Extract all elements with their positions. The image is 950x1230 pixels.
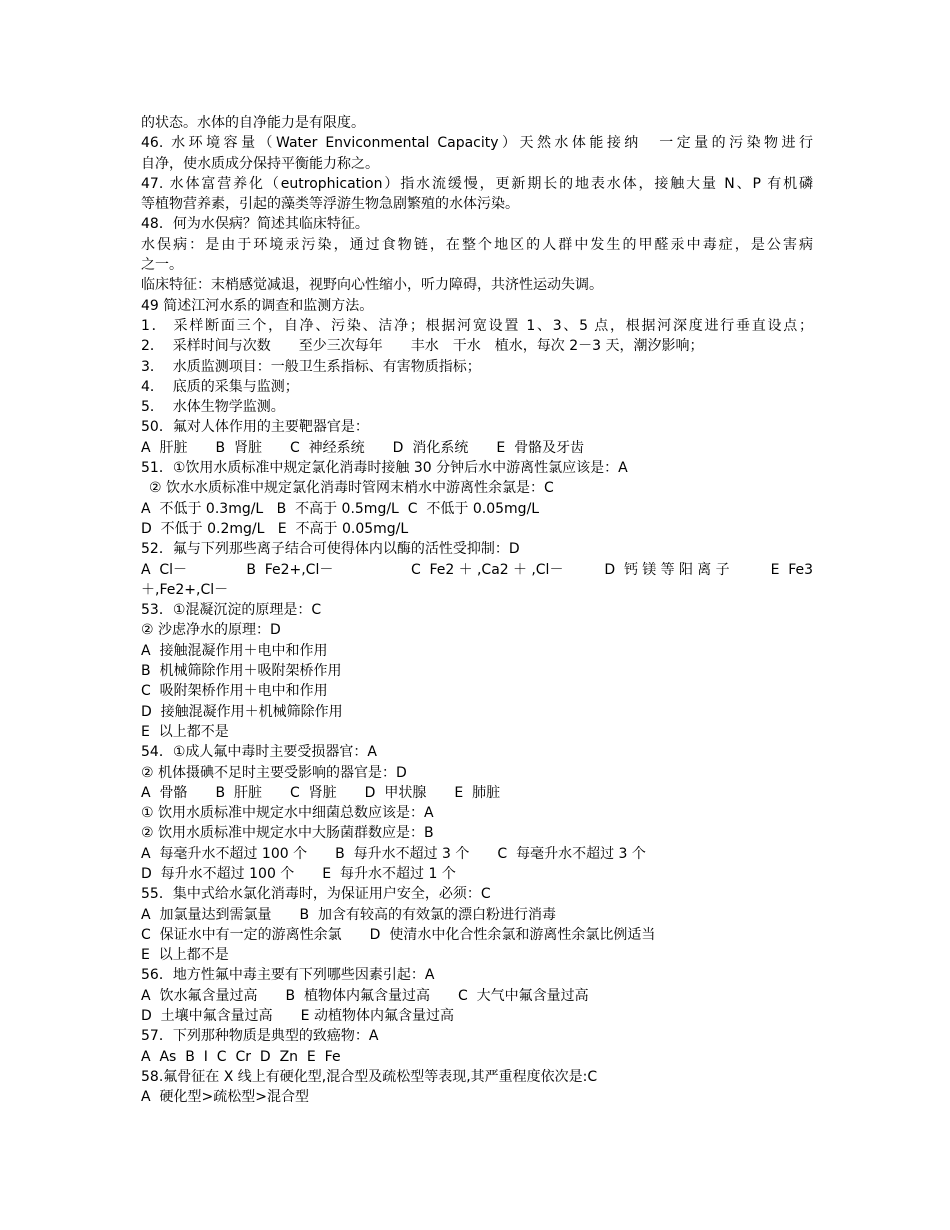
text-line: 54．①成人氟中毒时主要受损器官：A [141,744,377,761]
text-line: 自净，使水质成分保持平衡能力称之。 [141,155,379,172]
text-line: B 机械筛除作用＋吸附架桥作用 [141,663,342,680]
text-line: 51．①饮用水质标准中规定氯化消毒时接触 30 分钟后水中游离性氯应该是：A [141,460,628,477]
text-line: D 每升水不超过 100 个 E 每升水不超过 1 个 [141,865,456,882]
text-line: C 保证水中有一定的游离性余氯 D 使清水中化合性余氯和游离性余氯比例适当 [141,926,656,943]
text-line: D 土壤中氟含量过高 E 动植物体内氟含量过高 [141,1008,454,1025]
document-page [141,113,813,1108]
text-line: 50．氟对人体作用的主要靶器官是： [141,419,369,436]
text-line: ② 机体摄碘不足时主要受影响的器官是：D [141,764,407,781]
text-line: 水俣病：是由于环境汞污染，通过食物链，在整个地区的人群中发生的甲醛汞中毒症，是公害病 [141,236,813,253]
text-line: ① 饮用水质标准中规定水中细菌总数应该是：A [141,805,434,822]
text-line: 1． 采样断面三个，自净、污染、洁净；根据河宽设置 1、3、5 点，根据河深度进行垂直设点； [141,317,813,334]
text-line: 47. 水体富营养化（eutrophication）指水流缓慢，更新期长的地表水体，接触大量 N、P 有机磷 [141,175,813,192]
text-line: 3． 水质监测项目：一般卫生系指标、有害物质指标； [141,358,481,375]
text-line: A 饮水氟含量过高 B 植物体内氟含量过高 C 大气中氟含量过高 [141,987,589,1004]
text-line: ② 饮水水质标准中规定氯化消毒时管网末梢水中游离性余氯是：C [149,480,554,497]
text-line: 56．地方性氟中毒主要有下列哪些因素引起：A [141,967,435,984]
text-line: 之一。 [141,257,183,274]
text-line: A Cl－ B Fe2+,Cl－ C Fe2＋,Ca2＋,Cl－ D 钙镁等阳离子 E Fe3 [141,561,813,578]
text-line: 等植物营养素，引起的藻类等浮游生物急剧繁殖的水体污染。 [141,196,519,213]
text-line: E 以上都不是 [141,947,229,964]
text-line: 48．何为水俣病？简述其临床特征。 [141,216,369,233]
text-line: 57．下列那种物质是典型的致癌物：A [141,1028,379,1045]
text-line: E 以上都不是 [141,723,229,740]
text-line: 52．氟与下列那些离子结合可使得体内以酶的活性受抑制：D [141,541,520,558]
text-line: 46. 水环境容量（Water Enviconmental Capacity）天然水体能接纳 一定量的污染物进行 [141,135,813,152]
text-line: 49 简述江河水系的调查和监测方法。 [141,297,374,314]
text-line: A 加氯量达到需氯量 B 加含有较高的有效氯的漂白粉进行消毒 [141,906,556,923]
text-line: 53．①混凝沉淀的原理是：C [141,602,322,619]
text-line: A 每毫升水不超过 100 个 B 每升水不超过 3 个 C 每毫升水不超过 3 个 [141,845,646,862]
text-line: D 接触混凝作用＋机械筛除作用 [141,703,343,720]
text-line: 临床特征：末梢感觉减退，视野向心性缩小，听力障碍，共济性运动失调。 [141,277,603,294]
text-line: D 不低于 0.2mg/L E 不高于 0.05mg/L [141,520,409,537]
text-line: A 不低于 0.3mg/L B 不高于 0.5mg/L C 不低于 0.05mg/L [141,500,540,517]
text-line: A 硬化型>疏松型>混合型 [141,1089,309,1106]
text-line: 的状态。水体的自净能力是有限度。 [141,115,365,131]
text-line: ② 沙虑净水的原理：D [141,622,281,639]
text-line: ＋,Fe2+,Cl－ [141,581,229,598]
text-line: ② 饮用水质标准中规定水中大肠菌群数应是：B [141,825,434,842]
text-line: 55．集中式给水氯化消毒时，为保证用户安全，必须：C [141,886,491,903]
text-line: A 肝脏 B 肾脏 C 神经系统 D 消化系统 E 骨骼及牙齿 [141,439,585,456]
text-line: A As B I C Cr D Zn E Fe [141,1048,341,1065]
text-line: 58.氟骨征在 X 线上有硬化型,混合型及疏松型等表现,其严重程度依次是:C [141,1068,598,1085]
text-line: 4． 底质的采集与监测； [141,378,299,395]
text-line: 5． 水体生物学监测。 [141,399,285,416]
text-line: A 接触混凝作用＋电中和作用 [141,642,328,659]
text-line: C 吸附架桥作用＋电中和作用 [141,683,328,700]
text-line: 2． 采样时间与次数 至少三次每年 丰水 干水 植水，每次 2－3 天，潮汐影响； [141,338,704,355]
text-line: A 骨骼 B 肝脏 C 肾脏 D 甲状腺 E 肺脏 [141,784,501,801]
